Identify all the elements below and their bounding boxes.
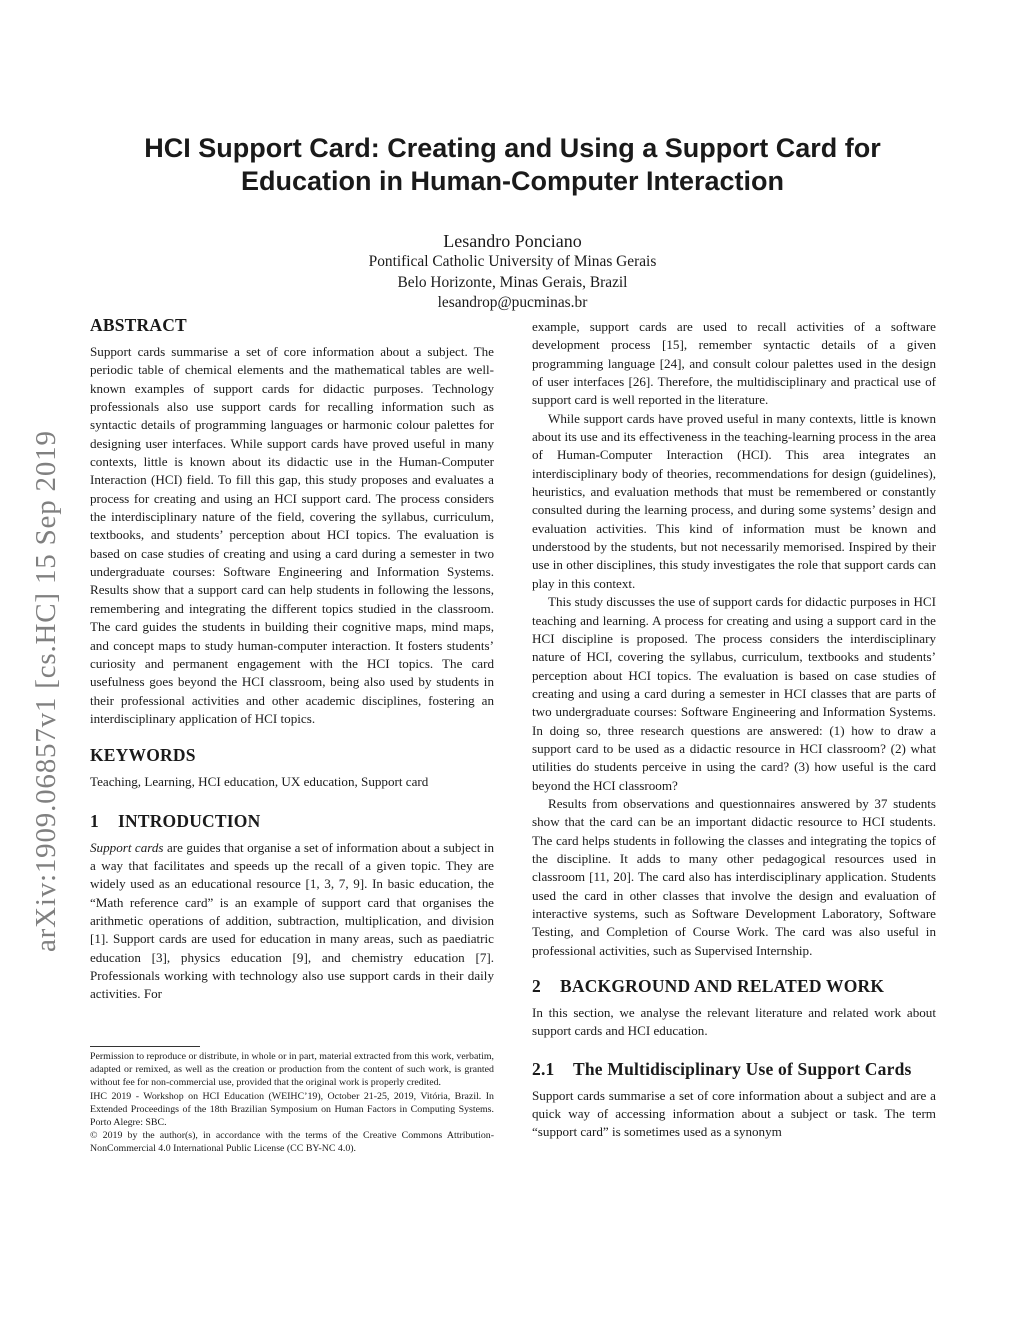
abstract-heading: ABSTRACT: [90, 315, 187, 335]
footnote-permission: Permission to reproduce or distribute, in whole or in part, material extracted from this work, verbatim, adapted or remixed, as well as the creation or production from the content of such work, is granted without fee for non-commercial use, provided that the original work is properly credited.: [90, 1051, 494, 1089]
subsection-text: Support cards summarise a set of core information about a subject and are a quick way of accessing information about a subject or task. The term “support card” is sometimes used as a synonym: [532, 1087, 936, 1140]
intro-paragraph-2: While support cards have proved useful in many contexts, little is known about its use and its effectiveness in the teaching-learning process in the area of Human-Computer Interaction (HCI). This area integrates an interdisciplinary body of theories, recommendations for design (guidelines), heuristics, and evaluation methods that must be remembered or constantly consulted during the learning process, and during some systems’ design and evaluation activities. This kind of information must be known and understood by the students, but not necessarily memorised. Inspired by their use in other disciplines, this study investigates the role that support cards can play in this context.: [532, 410, 936, 591]
intro-paragraph-4: Results from observations and questionnaires answered by 37 students show that the card can be an important didactic resource to HCI students. The card helps students in following the classes and integrating the topics of the discipline. It adds to many other pedagogical resources used in classroom [11, 20]. The card also has interdisciplinary application. Students used the card in other classes that involve the design and evaluation of interactive systems, such as Software Development Laboratory, Software Testing, and Completion of Course Work. The card was also useful in professional activities, such as Supervised Internship.: [532, 795, 936, 958]
title-line-2: Education in Human-Computer Interaction: [240, 166, 785, 196]
background-text: In this section, we analyse the relevant literature and related work about support cards and HCI education.: [532, 1005, 936, 1039]
footnote-copyright: © 2019 by the author(s), in accordance with the terms of the Creative Commons Attribution-NonCommercial 4.0 International Public License (CC BY-NC 4.0).: [90, 1130, 494, 1155]
intro-emphasis: Support cards: [90, 839, 164, 855]
subsection-number: 2.1: [532, 1058, 555, 1079]
author-email[interactable]: lesandrop@pucminas.br: [437, 294, 588, 311]
paper-title: [90, 132, 935, 198]
section-number: 2: [532, 976, 541, 997]
abstract-text: Support cards summarise a set of core information about a subject. The periodic table of chemical elements and the mathematical tables are well-known examples of support cards for didactic purposes. Technology professionals also use support cards for recalling information such as syntactic details of programming languages or harmonic colour palettes for designing user interfaces. While support cards have proved useful in many contexts, little is known about its didactic use in the Human-Computer Interaction (HCI) field. To fill this gap, this study proposes and evaluates a process for creating and using an HCI support card. The process considers the interdisciplinary nature of the field, covering the syllabus, curriculum, textbooks, and students’ perception about HCI topics. The evaluation is based on case studies of creating and using a card during a semester in two undergraduate courses: Software Engineering and Information Systems. Results show that a support card can help students in following the lessons, remembering and integrating the different topics studied in the classroom. The card guides the students in building their cognitive maps, mind maps, and concept maps to study human-computer interaction. It fosters students’ curiosity and permanent engagement with the HCI topics. The card usefulness goes beyond the HCI classroom, being also used by students in their professional activities and other academic disciplines, fostering an interdisciplinary application of HCI topics.: [90, 344, 494, 726]
author-affiliation: Pontifical Catholic University of Minas Gerais: [368, 253, 657, 270]
section-title: BACKGROUND AND RELATED WORK: [560, 976, 885, 997]
introduction-heading: [90, 810, 494, 832]
paper-header: [90, 132, 935, 314]
keywords-text: Teaching, Learning, HCI education, UX education, Support card: [90, 774, 429, 790]
intro-paragraph-3: This study discusses the use of support cards for didactic purposes in HCI teaching and learning. A process for creating and using a support card in the HCI discipline is proposed. The process considers the interdisciplinary nature of HCI, covering the syllabus, curriculum, textbooks and students’ perception about HCI topics. The evaluation is based on case studies of creating and using a card during a semester in HCI classes that are parts of two undergraduate courses: Software Engineering and Information Systems. In doing so, three research questions are answered: (1) how to draw a support card to be used as a didactic resource in HCI classroom? (2) what utilities do students perceive in using the card? (3) how useful is the card beyond the HCI classroom?: [532, 594, 936, 793]
subsection-heading: [532, 1058, 936, 1080]
left-column: [90, 314, 494, 1004]
intro-paragraph-1: [90, 839, 494, 1004]
author-name: Lesandro Ponciano: [443, 231, 582, 251]
intro-paragraph-1-text: are guides that organise a set of information about a subject in a way that facilitates and speeds up the recall of a given topic. They are widely used as an educational resource [1, 3, 7, 9]. In basic education, the “Math reference card” is an example of support card that organises the arithmetic operations of addition, subtraction, multiplication, and division [1]. Support cards are used for education in many areas, such as paediatric education [3], physics education [9], and chemistry education [7]. Professionals working with technology also use support cards in their daily activities. For: [90, 839, 494, 1002]
background-heading: [532, 975, 936, 997]
intro-paragraph-1-continued: example, support cards are used to recall activities of a software development process [15], remember syntactic details of a given programming language [24], and consult colour palettes used in the design of user interfaces [26]. Therefore, the multidisciplinary and practical use of support card is well reported in the literature.: [532, 319, 936, 408]
section-title: INTRODUCTION: [118, 810, 261, 831]
arxiv-identifier: arXiv:1909.06857v1 [cs.HC] 15 Sep 2019: [30, 430, 62, 952]
footnote-divider: [90, 1046, 200, 1047]
footnote: [90, 1050, 494, 1156]
author-location: Belo Horizonte, Minas Gerais, Brazil: [397, 273, 628, 291]
right-column: [532, 318, 936, 1142]
section-number: 1: [90, 810, 99, 831]
title-line-1: HCI Support Card: Creating and Using a Support Card for: [144, 133, 881, 163]
subsection-title: The Multidisciplinary Use of Support Cards: [573, 1058, 912, 1079]
keywords-heading: KEYWORDS: [90, 745, 196, 766]
footnote-venue: IHC 2019 - Workshop on HCI Education (WEIHC’19), October 21-25, 2019, Vitória, Brazil. In Extended Proceedings of the 18th Brazilian Symposium on Human Factors in Computing Systems. Porto Alegre: SBC.: [90, 1090, 494, 1129]
